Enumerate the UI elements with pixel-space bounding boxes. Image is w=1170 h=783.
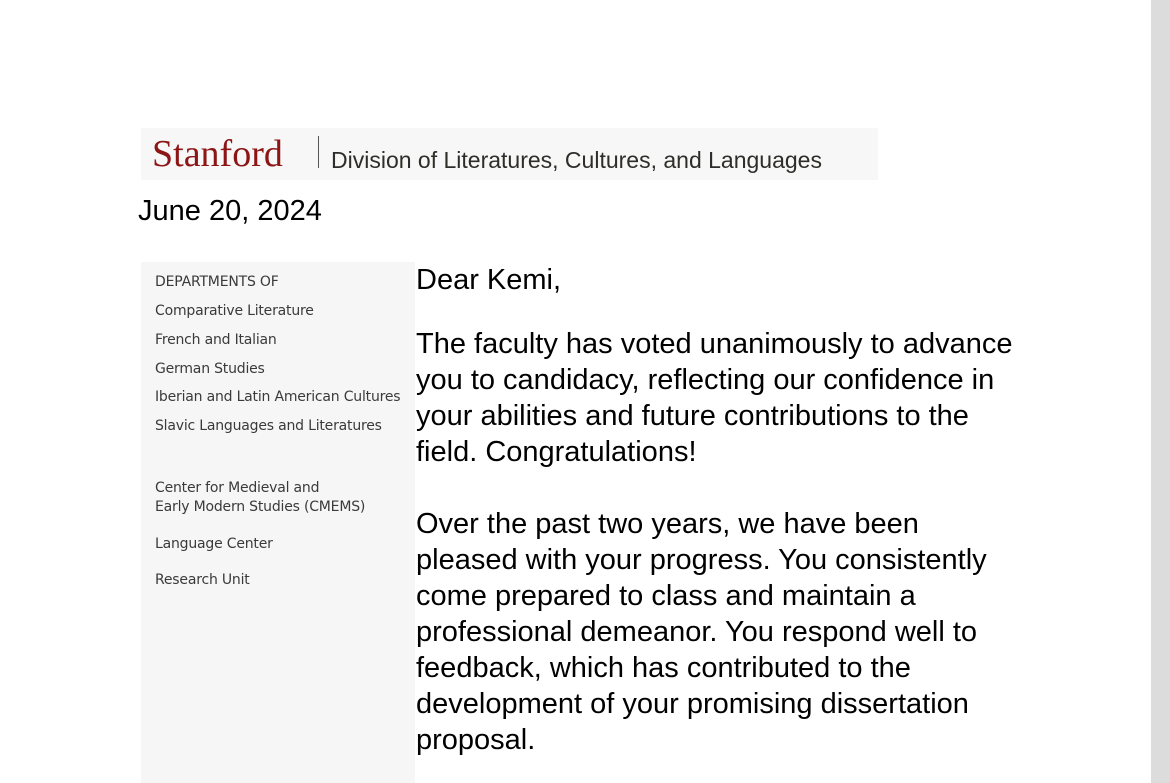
letter-paragraph: Over the past two years, we have been pleased with your progress. You consistently come prepared to class and maintain a professional demeanor. You respond well to feedback, which has contributed to the development of your promising dissertation proposal. [416,508,987,756]
research-unit: Research Unit [155,572,250,588]
stanford-wordmark: Stanford [152,133,283,175]
department-item: Iberian and Latin American Cultures [155,389,401,405]
salutation: Dear Kemi, [416,264,562,296]
language-center: Language Center [155,536,273,552]
division-title: Division of Literatures, Cultures, and Languages [331,147,822,173]
letter-date: June 20, 2024 [138,195,322,227]
department-item: German Studies [155,361,265,377]
scrollbar[interactable] [1151,0,1170,783]
letter-paragraph: The faculty has voted unanimously to advance you to candidacy, reflecting our confidence in your abilities and future contributions to the field. Congratulations! [416,328,1013,468]
letter-body [416,262,1016,758]
department-item: French and Italian [155,332,277,348]
letterhead-divider [318,136,319,168]
department-item: Slavic Languages and Literatures [155,418,382,434]
center-cmems-line2: Early Modern Studies (CMEMS) [155,499,366,515]
center-cmems-line1: Center for Medieval and [155,480,320,496]
department-item: Comparative Literature [155,303,314,319]
departments-heading: DEPARTMENTS OF [155,274,279,290]
